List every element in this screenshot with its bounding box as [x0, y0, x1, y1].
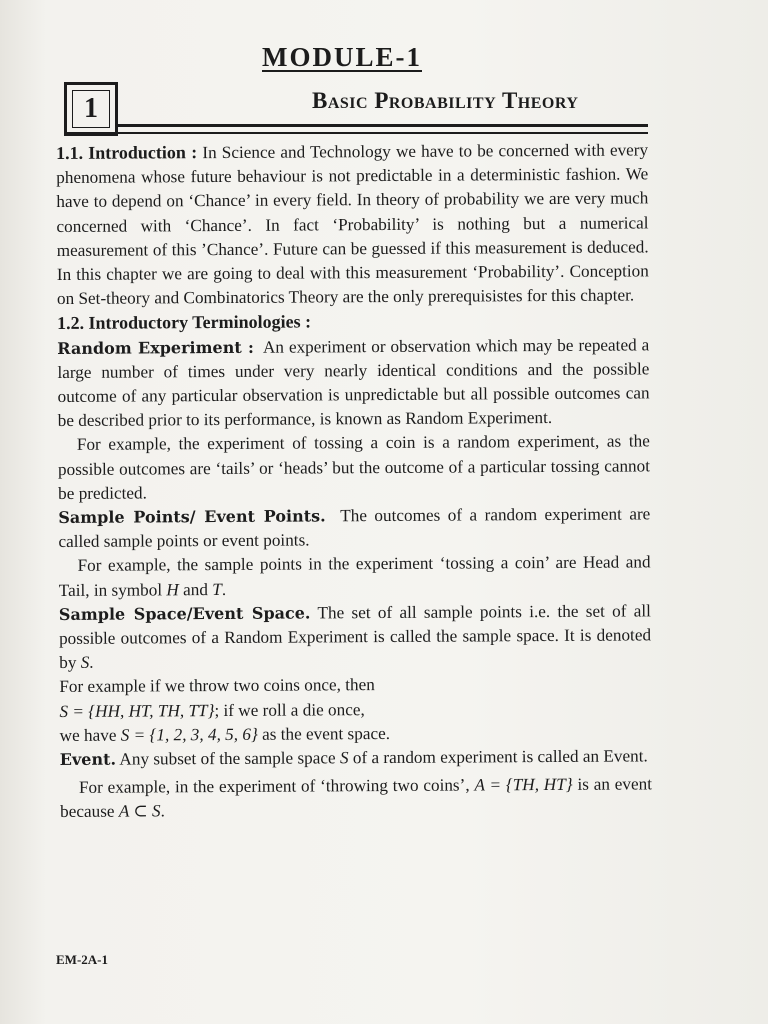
symbol-s: S	[80, 653, 90, 673]
section-number: 1.1.	[56, 142, 84, 163]
formula-event: A = {TH, HT}	[474, 775, 573, 795]
header-rule-thick	[118, 124, 648, 127]
sample-space-formula-line	[59, 696, 651, 724]
section-heading: Introductory Terminologies :	[88, 311, 312, 334]
module-title: MODULE-1	[262, 42, 422, 72]
example-two-coins: For example if we throw two coins once, then	[59, 675, 375, 697]
intro-paragraph	[56, 137, 649, 311]
example-text: For example, in the experiment of ‘throwing two coins’,	[78, 775, 470, 798]
term-label: Sample Space/Event Space.	[58, 603, 311, 624]
event-space-text: as the event space.	[262, 723, 391, 744]
sample-points-example	[59, 551, 651, 603]
definition-text: The set of all sample points i.e. the set of all possible outcomes of a Random Experiment is called the sample space. It is denoted by	[58, 601, 652, 673]
intro-text: In Science and Technology we have to be concerned with every phenomena whose future behaviour is not predictable in a deterministic fashion. We have to depend on ‘Chance’ in every field. In theory of probability we are very much concerned with ‘Chance’. In fact ‘Probability’ is nothing but a numerical measurement of this ’Chance’. Future can be guessed if this measurement is deduced. In this chapter we are going to deal with this measurement ‘Probability’. Conception on Set-theory and Combinatorics Theory are the only prerequisistes for this chapter.	[56, 140, 649, 309]
event-definition	[60, 744, 652, 772]
definition-text: Any subset of the sample space	[119, 748, 336, 769]
we-have-text: we have	[59, 725, 117, 745]
header-rule-thin	[64, 132, 648, 134]
period: .	[89, 653, 94, 673]
definition-text: An experiment or observation which may be repeated a large number of times under very nearly identical conditions and the possible outcome of any particular observation is unpredictable but all possible outcomes can be described prior to its performance, is known as Random Experiment.	[57, 335, 650, 431]
symbol-h: H	[166, 579, 179, 599]
event-example	[60, 773, 652, 825]
symbol-t: T	[212, 579, 222, 599]
period: .	[160, 801, 165, 821]
chapter-number-box	[64, 82, 118, 136]
definition-text: of a random experiment is called an Event.	[352, 746, 648, 768]
period: .	[221, 579, 227, 599]
chapter-title: Basic Probability Theory	[312, 88, 579, 113]
symbol-s: S	[339, 748, 349, 768]
terminologies-heading	[57, 308, 649, 337]
chapter-number: 1	[72, 90, 110, 128]
footer-code: EM-2A-1	[56, 952, 108, 967]
term-label: Event.	[59, 749, 117, 770]
section-heading: Introduction :	[88, 142, 198, 163]
term-label: Sample Points/ Event Points.	[58, 506, 326, 528]
formula-subset: A ⊂ S	[118, 801, 161, 822]
sample-points-definition	[58, 502, 650, 554]
sample-space-definition	[59, 599, 651, 675]
example-text: For example, the sample points in the experiment ‘tossing a coin’ are Head and Tail, in symbol	[58, 552, 651, 600]
die-text: ; if we roll a die once,	[214, 699, 365, 720]
definition-text: The outcomes of a random experiment are called sample points or event points.	[58, 504, 651, 552]
because-text: is an event because	[60, 774, 652, 822]
random-experiment-example: For example, the experiment of tossing a coin is a random experiment, as the possible outcomes are ‘tails’ or ‘heads’ but the outcome of a particular tossing cannot be predicted.	[57, 431, 651, 503]
term-label: Random Experiment :	[57, 337, 254, 358]
and-text: and	[183, 579, 209, 599]
formula-coins: S = {HH, HT, TH, TT}	[59, 700, 215, 721]
event-space-formula-line	[60, 720, 652, 748]
page-body	[56, 137, 652, 824]
section-number: 1.2.	[57, 313, 85, 334]
random-experiment-definition	[57, 333, 650, 433]
formula-die: S = {1, 2, 3, 4, 5, 6}	[120, 724, 258, 745]
